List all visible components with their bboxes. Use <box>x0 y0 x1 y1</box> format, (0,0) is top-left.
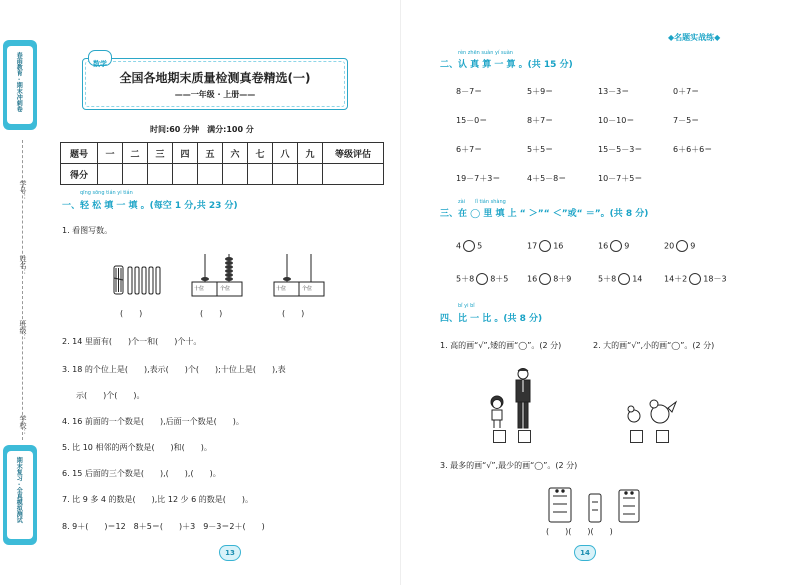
q1-text: 1. 看图写数。 <box>62 226 113 235</box>
calc-item: 6＋6＋6＝ <box>673 145 713 154</box>
time-info: 时间:60 分钟 满分:100 分 <box>150 125 254 134</box>
compare-item: 17 16 <box>527 241 564 251</box>
calc-item: 13－3＝ <box>598 87 630 96</box>
abacus2-ones-label: 个位 <box>302 286 313 292</box>
score-header: 九 <box>298 143 323 164</box>
answer-circle[interactable] <box>689 273 701 285</box>
calc-item: 0＋7＝ <box>673 87 700 96</box>
score-header: 题号 <box>61 143 98 164</box>
score-header: 一 <box>98 143 123 164</box>
calc-item: 8＋7＝ <box>527 116 554 125</box>
q4-text: 4. 16 前面的一个数是( ),后面一个数是( )。 <box>62 417 244 426</box>
answer-box[interactable] <box>493 430 506 443</box>
calc-item: 15－0＝ <box>456 116 488 125</box>
q4-2-text: 2. 大的画“√”,小的画“◯”。(2 分) <box>593 341 715 350</box>
score-row-label: 得分 <box>61 164 98 185</box>
answer-box[interactable] <box>630 430 643 443</box>
cup-answer-blanks[interactable]: ( )( )( ) <box>546 527 613 536</box>
answer-circle[interactable] <box>676 240 688 252</box>
page-title: 全国各地期末质量检测真卷精选(一) <box>119 71 311 85</box>
score-cell[interactable] <box>173 164 198 185</box>
q5-text: 5. 比 10 相邻的两个数是( )和( )。 <box>62 443 212 452</box>
calc-item: 4＋5－8＝ <box>527 174 567 183</box>
sidebar-top-text: 春雨教育 · 期末冲刺卷 <box>15 52 23 113</box>
page-subtitle: ——一年级 · 上册—— <box>174 90 256 99</box>
field-student-id: 学号： <box>19 180 27 201</box>
compare-item: 16 8＋9 <box>527 274 572 284</box>
score-header: 等级评估 <box>323 143 384 164</box>
score-cell[interactable] <box>248 164 273 185</box>
compare-item: 14＋2 18－3 <box>664 274 727 284</box>
score-table <box>60 142 384 185</box>
q3-text-line1: 3. 18 的个位上是( ),表示( )个( );十位上是( ),表 <box>62 365 286 374</box>
section4-pinyin: bǐ yi bǐ <box>458 303 475 309</box>
answer-circle[interactable] <box>463 240 475 252</box>
score-header: 七 <box>248 143 273 164</box>
answer-blank[interactable]: ( ) <box>200 309 223 318</box>
subject-badge: 数学 <box>88 50 112 66</box>
score-cell[interactable] <box>148 164 173 185</box>
score-header: 三 <box>148 143 173 164</box>
calc-item: 19－7＋3＝ <box>456 174 501 183</box>
calc-item: 10－7＋5＝ <box>598 174 643 183</box>
abacus1-tens-label: 十位 <box>194 286 205 292</box>
q3-text-line2: 示( )个( )。 <box>76 391 145 400</box>
compare-item: 5＋8 14 <box>598 274 643 284</box>
section4-title: 四、比 一 比 。(共 8 分) <box>440 314 543 324</box>
answer-box[interactable] <box>656 430 669 443</box>
section2-pinyin: rèn zhēn suàn yí suàn <box>458 50 513 56</box>
answer-circle[interactable] <box>618 273 630 285</box>
calc-item: 8－7＝ <box>456 87 483 96</box>
page-number-right: 14 <box>574 545 596 561</box>
compare-item: 4 5 <box>456 241 483 251</box>
section1-pinyin: qīng sōng tián yi tián <box>80 190 133 196</box>
q7-text: 7. 比 9 多 4 的数是( ),比 12 少 6 的数是( )。 <box>62 495 253 504</box>
cups-illustration <box>545 484 645 524</box>
field-school: 学校： <box>19 415 27 436</box>
calc-item: 5＋9＝ <box>527 87 554 96</box>
answer-circle[interactable] <box>539 240 551 252</box>
section1-title: 一、轻 松 填 一 填 。(每空 1 分,共 23 分) <box>62 201 238 211</box>
sidebar-top-tab <box>3 40 37 130</box>
compare-item: 20 9 <box>664 241 696 251</box>
score-cell[interactable] <box>198 164 223 185</box>
compare-item: 5＋8 8＋5 <box>456 274 509 284</box>
q2-text: 2. 14 里面有( )个一和( )个十。 <box>62 337 202 346</box>
header-tag: ◆名题实战练◆ <box>668 33 721 42</box>
score-cell[interactable] <box>98 164 123 185</box>
section2-title: 二、认 真 算 一 算 。(共 15 分) <box>440 60 573 70</box>
score-cell[interactable] <box>323 164 384 185</box>
score-header: 二 <box>123 143 148 164</box>
q4-1-text: 1. 高的画“√”,矮的画“◯”。(2 分) <box>440 341 562 350</box>
q6-text: 6. 15 后面的三个数是( ),( ),( )。 <box>62 469 221 478</box>
score-header: 四 <box>173 143 198 164</box>
answer-circle[interactable] <box>539 273 551 285</box>
q4-3-text: 3. 最多的画“√”,最少的画“◯”。(2 分) <box>440 461 578 470</box>
score-header: 五 <box>198 143 223 164</box>
calc-item: 10－10＝ <box>598 116 635 125</box>
answer-blank[interactable]: ( ) <box>120 309 143 318</box>
score-cell[interactable] <box>298 164 323 185</box>
score-header: 八 <box>273 143 298 164</box>
sidebar-bottom-text: 期末复习 · 全真模拟测试 <box>15 457 23 524</box>
compare-item: 16 9 <box>598 241 630 251</box>
score-cell[interactable] <box>223 164 248 185</box>
calc-item: 15－5－3＝ <box>598 145 643 154</box>
answer-circle[interactable] <box>610 240 622 252</box>
sidebar-bottom-tab <box>3 445 37 545</box>
q8-text: 8. 9＋( )＝12 8＋5＝( )＋3 9－3＝2＋( ) <box>62 522 265 531</box>
abacus1-ones-label: 个位 <box>220 286 231 292</box>
sticks-illustration <box>112 264 164 296</box>
calc-item: 5＋5＝ <box>527 145 554 154</box>
abacus2-tens-label: 十位 <box>276 286 287 292</box>
score-cell[interactable] <box>123 164 148 185</box>
page-number-left: 13 <box>219 545 241 561</box>
field-name: 姓名： <box>19 255 27 276</box>
score-header-row <box>61 143 384 164</box>
field-class: 班级： <box>19 320 27 341</box>
score-cell[interactable] <box>273 164 298 185</box>
title-box <box>82 58 348 110</box>
answer-blank[interactable]: ( ) <box>282 309 305 318</box>
animals-illustration <box>624 398 680 428</box>
score-value-row <box>61 164 384 185</box>
section3-pinyin: zài lǐ tián shàng <box>458 199 506 205</box>
score-header: 六 <box>223 143 248 164</box>
calc-item: 7－5＝ <box>673 116 700 125</box>
answer-circle[interactable] <box>476 273 488 285</box>
people-illustration <box>485 366 540 430</box>
calc-item: 6＋7＝ <box>456 145 483 154</box>
section3-title: 三、在 ◯ 里 填 上 “ ＞”“ ＜”或“ ＝”。(共 8 分) <box>440 209 649 219</box>
answer-box[interactable] <box>518 430 531 443</box>
page-divider <box>400 0 401 585</box>
